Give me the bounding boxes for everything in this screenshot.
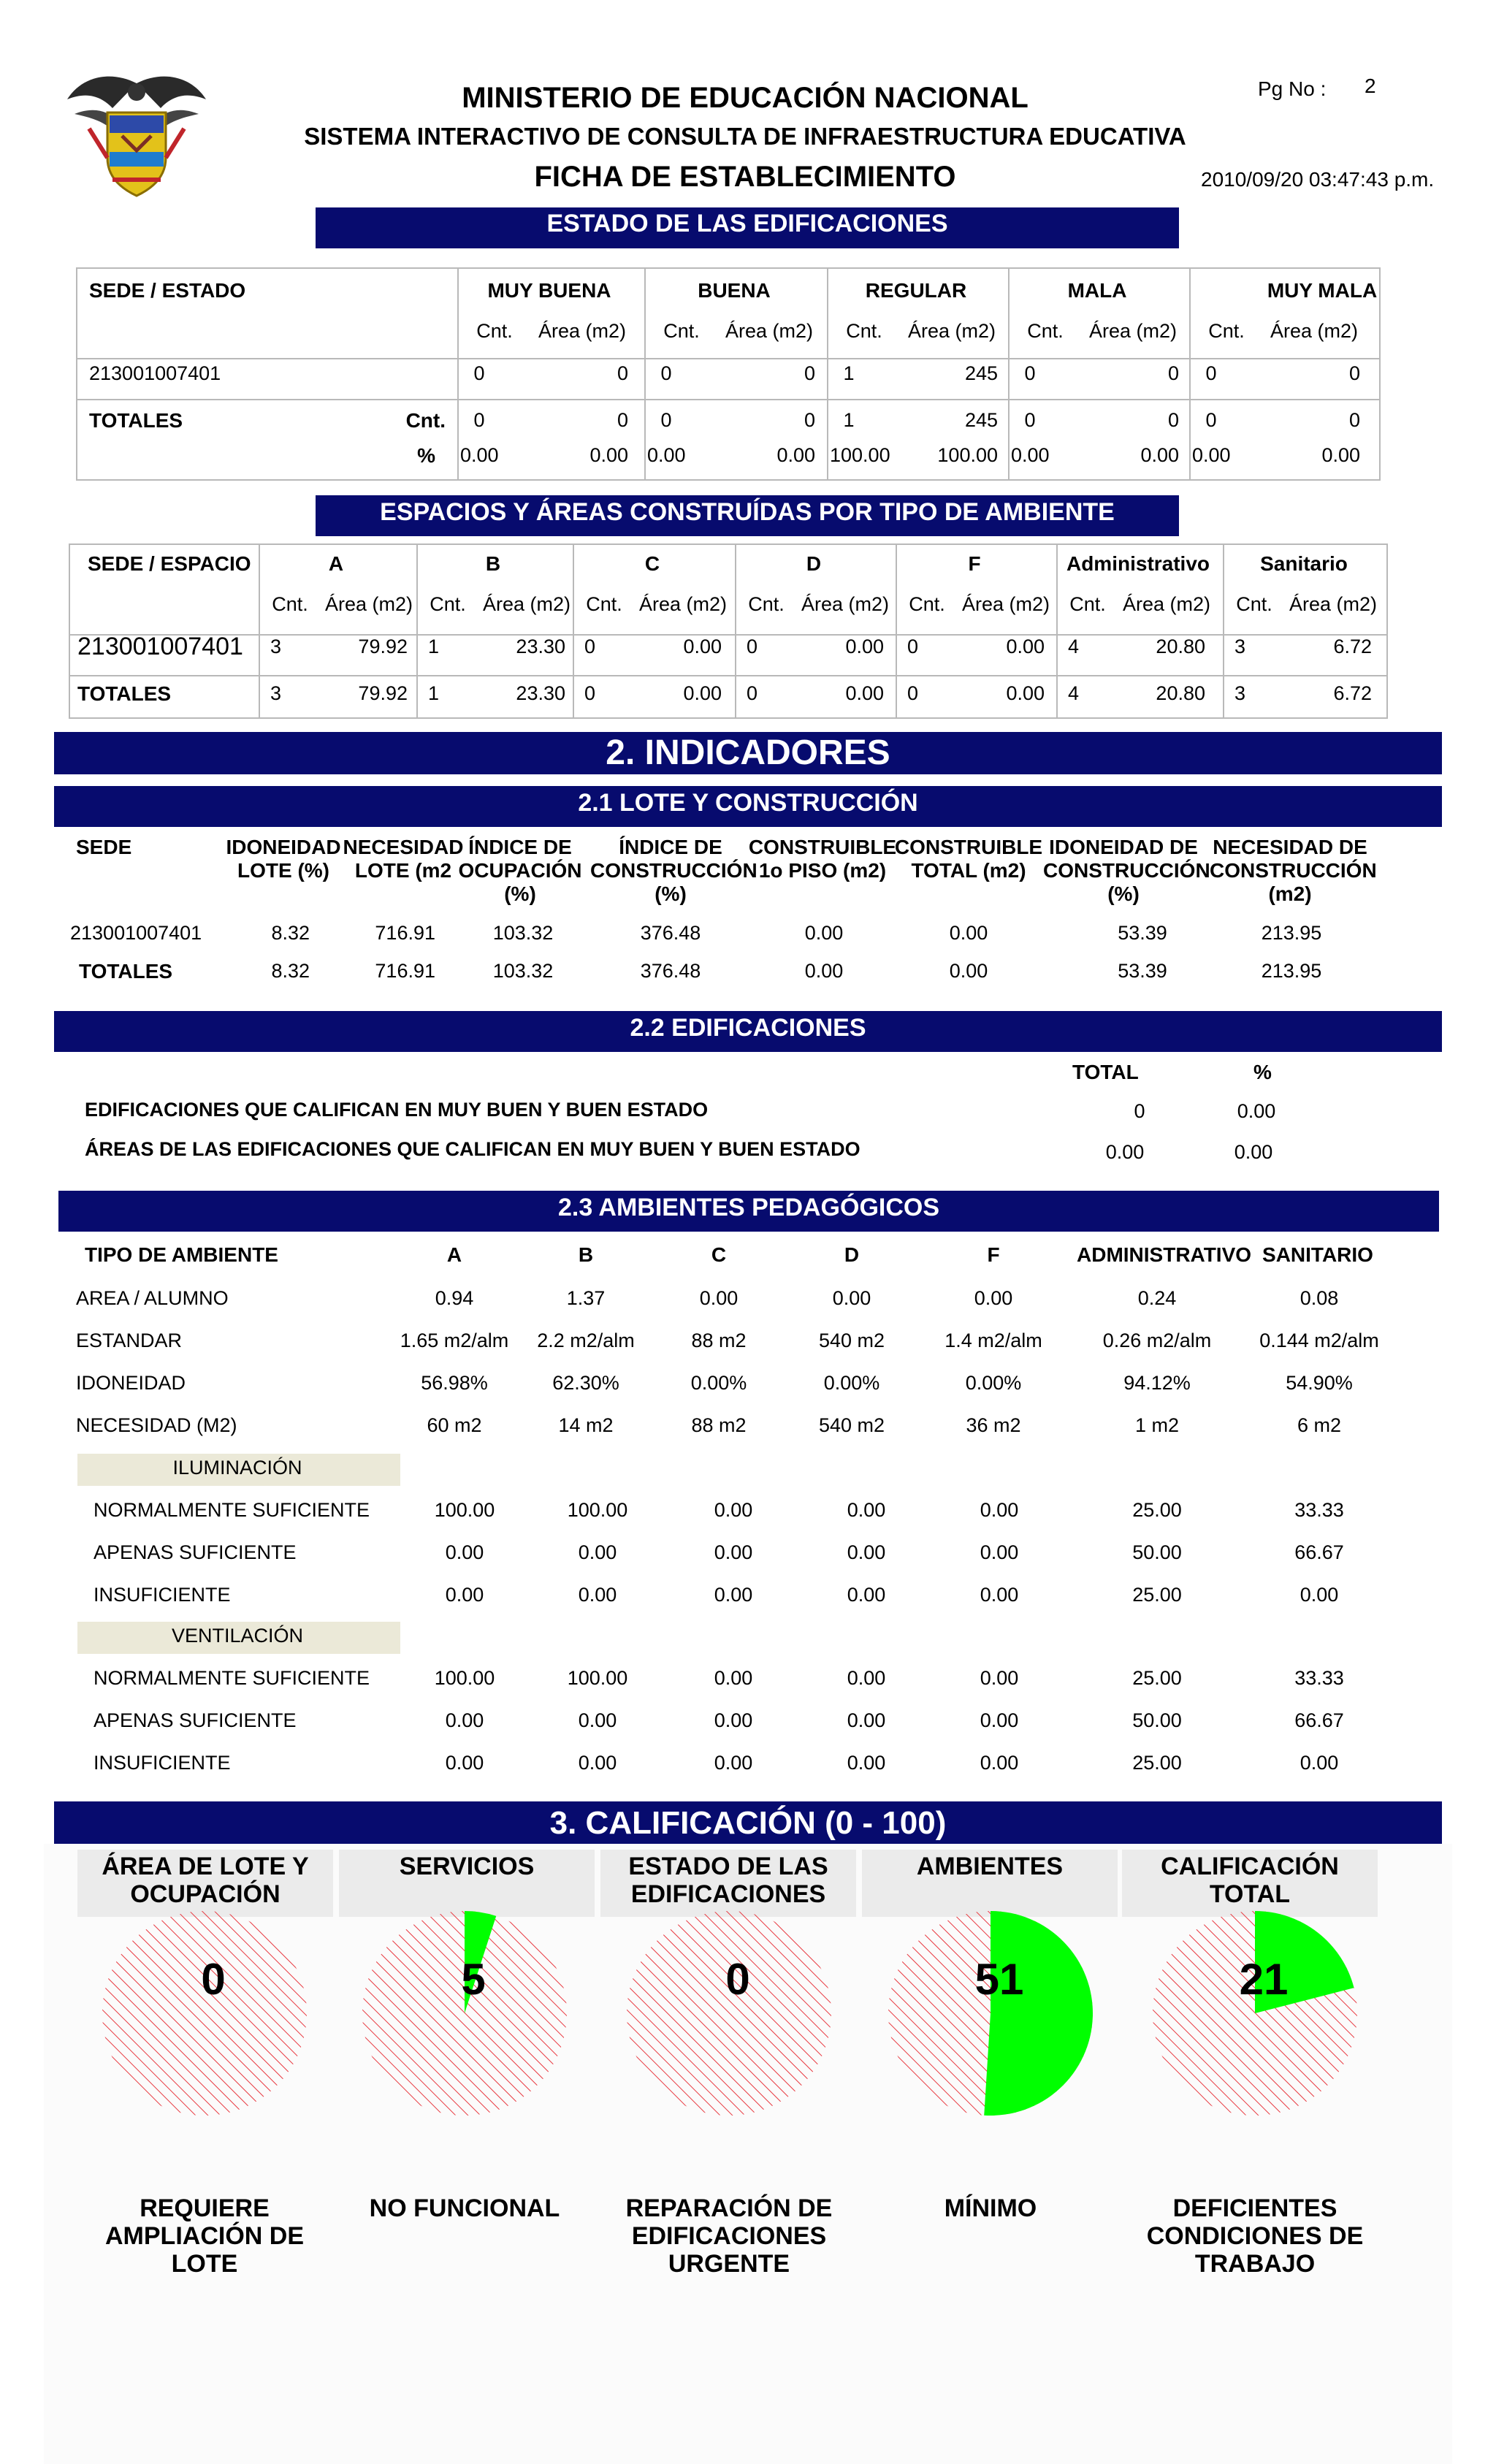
calif-pie-label: 5 (461, 1955, 486, 2004)
espacios-sede-area: 79.92 (358, 636, 408, 657)
estado-area-header: Área (m2) (1270, 320, 1359, 342)
estado-pct-area: 0.00 (589, 444, 628, 466)
iluminacion-row-val: 0.00 (714, 1541, 753, 1563)
ambientes-col-header: D (844, 1243, 860, 1266)
lote-col-header: IDONEIDAD DE (1049, 836, 1198, 858)
calif-pie (88, 1896, 321, 2130)
estado-cnt-header: Cnt. (1027, 320, 1064, 342)
estado-pct-area: 100.00 (937, 444, 998, 466)
report-datetime: 2010/09/20 03:47:43 p.m. (1201, 168, 1435, 191)
espacios-sede-cnt: 4 (1068, 636, 1080, 657)
estado-pct-area: 0.00 (1140, 444, 1179, 466)
ambientes-row-val: 60 m2 (427, 1414, 482, 1436)
espacios-area-header: Área (m2) (1122, 593, 1211, 615)
calif-footer-line: NO FUNCIONAL (369, 2194, 560, 2222)
espacios-cnt-header: Cnt. (586, 593, 622, 615)
estado-group-header: REGULAR (865, 279, 967, 302)
espacios-tot-cnt: 3 (1234, 682, 1246, 704)
calif-header-line: CALIFICACIÓN (1161, 1853, 1339, 1880)
ambientes-col-header: B (578, 1243, 594, 1266)
ventilacion-row-val: 0.00 (578, 1709, 617, 1731)
estado-area-header: Área (m2) (725, 320, 814, 342)
iluminacion-title: ILUMINACIÓN (172, 1457, 302, 1479)
estado-cnt-header: Cnt. (476, 320, 513, 342)
estado-pct-label: % (417, 444, 435, 467)
espacios-sede-area: 23.30 (516, 636, 565, 657)
ventilacion-row-val: 25.00 (1132, 1667, 1182, 1689)
ambientes-row-label: AREA / ALUMNO (76, 1287, 229, 1309)
ventilacion-row-label: NORMALMENTE SUFICIENTE (94, 1667, 370, 1689)
espacios-sede-cnt: 1 (428, 636, 440, 657)
lote-tot-val: 376.48 (640, 960, 701, 982)
edificaciones-col-pct: % (1253, 1061, 1272, 1083)
ambientes-row-val: 1.65 m2/alm (400, 1330, 509, 1351)
calif-footer-line: TRABAJO (1194, 2250, 1316, 2278)
lote-sede-val: 103.32 (492, 922, 554, 944)
espacios-area-header: Área (m2) (961, 593, 1050, 615)
espacios-sede-cnt: 0 (747, 636, 758, 657)
lote-col-header: (%) (654, 882, 687, 905)
ventilacion-row-val: 100.00 (434, 1667, 495, 1689)
iluminacion-row-val: 0.00 (847, 1584, 886, 1606)
ambientes-row-val: 0.00 (699, 1287, 739, 1309)
espacios-tot-area: 6.72 (1333, 682, 1372, 704)
espacios-area-header: Área (m2) (482, 593, 571, 615)
lote-col-header: 1o PISO (m2) (758, 859, 887, 882)
calif-pie-remainder (627, 1911, 831, 2116)
iluminacion-row-val: 0.00 (445, 1541, 484, 1563)
estado-totales: TOTALES (89, 409, 183, 432)
estado-pct-cnt: 100.00 (830, 444, 890, 466)
calif-footer-line: REPARACIÓN DE (625, 2194, 833, 2222)
ambientes-row-val: 1 m2 (1134, 1414, 1180, 1436)
lote-col-header: CONSTRUCCIÓN (590, 859, 757, 882)
calif-pie-label: 0 (725, 1955, 750, 2004)
calif-footer-line: DEFICIENTES (1172, 2194, 1337, 2222)
ambientes-row-val: 1.4 m2/alm (944, 1330, 1042, 1351)
espacios-sede-cnt: 3 (1234, 636, 1246, 657)
ambientes-row-val: 0.00% (965, 1372, 1022, 1394)
espacios-area-header: Área (m2) (1289, 593, 1378, 615)
system-subtitle: SISTEMA INTERACTIVO DE CONSULTA DE INFRAESTRUCTURA EDUCATIVA (304, 123, 1186, 150)
lote-sede-val: 53.39 (1118, 922, 1167, 944)
ambientes-row-val: 0.00% (690, 1372, 747, 1394)
estado-cnt-label: Cnt. (405, 409, 446, 432)
iluminacion-row-val: 0.00 (578, 1541, 617, 1563)
ambientes-row-label: ESTANDAR (76, 1330, 183, 1351)
ventilacion-row-val: 25.00 (1132, 1752, 1182, 1774)
estado-sede-area: 0 (1167, 362, 1179, 384)
edificaciones-row-total: 0 (1134, 1100, 1145, 1122)
iluminacion-row-val: 0.00 (980, 1584, 1019, 1606)
espacios-tot-area: 0.00 (683, 682, 722, 704)
lote-sede-val: 213.95 (1261, 922, 1322, 944)
estado-tot-cnt: 0 (1024, 409, 1036, 431)
iluminacion-row-val: 25.00 (1132, 1584, 1182, 1606)
calif-footer-line: MÍNIMO (944, 2194, 1037, 2222)
estado-cnt-header: Cnt. (846, 320, 882, 342)
iluminacion-row-label: APENAS SUFICIENTE (94, 1541, 297, 1563)
ventilacion-row-val: 0.00 (980, 1752, 1019, 1774)
iluminacion-row-val: 0.00 (714, 1584, 753, 1606)
calif-header-line: ESTADO DE LAS (628, 1853, 828, 1880)
lote-sede-val: 376.48 (640, 922, 701, 944)
edificaciones-col-total: TOTAL (1072, 1061, 1139, 1083)
ambientes-row-label: NECESIDAD (M2) (76, 1414, 237, 1436)
estado-pct-cnt: 0.00 (460, 444, 499, 466)
lote-tot-val: 213.95 (1261, 960, 1322, 982)
calif-footer (66, 2194, 343, 2278)
calif-header-line: TOTAL (1209, 1880, 1291, 1908)
calif-header-line: ÁREA DE LOTE Y (102, 1853, 309, 1880)
estado-group-header: BUENA (698, 279, 771, 302)
estado-bar: ESTADO DE LAS EDIFICACIONES (316, 207, 1179, 248)
iluminacion-row-val: 25.00 (1132, 1499, 1182, 1521)
ventilacion-row-val: 100.00 (567, 1667, 628, 1689)
espacios-tot-area: 0.00 (1006, 682, 1045, 704)
lote-col-header: TOTAL (m2) (911, 859, 1026, 882)
estado-sede-cnt: 1 (843, 362, 855, 384)
calif-header-line: EDIFICACIONES (630, 1880, 826, 1908)
espacios-area-header: Área (m2) (324, 593, 413, 615)
iluminacion-row-val: 0.00 (578, 1584, 617, 1606)
estado-cnt-header: Cnt. (663, 320, 700, 342)
lote-bar: 2.1 LOTE Y CONSTRUCCIÓN (54, 786, 1442, 827)
calif-header-line: SERVICIOS (399, 1853, 535, 1880)
ambientes-row-val: 88 m2 (691, 1330, 747, 1351)
ambientes-row-val: 0.00 (832, 1287, 871, 1309)
lote-sede-val: 8.32 (271, 922, 310, 944)
ventilacion-row-val: 50.00 (1132, 1709, 1182, 1731)
calif-footer (326, 2194, 603, 2222)
estado-col-sede: SEDE / ESTADO (89, 279, 246, 302)
calif-pie-label: 21 (1239, 1955, 1289, 2004)
espacios-sede-cnt: 0 (584, 636, 596, 657)
espacios-sede-id: 213001007401 (77, 633, 243, 660)
espacios-tot-area: 23.30 (516, 682, 565, 704)
calif-footer (590, 2194, 868, 2278)
lote-tot-val: 0.00 (949, 960, 988, 982)
espacios-sede-area: 0.00 (683, 636, 722, 657)
iluminacion-row-val: 0.00 (980, 1499, 1019, 1521)
estado-sede-area: 0 (617, 362, 628, 384)
espacios-tot-area: 79.92 (358, 682, 408, 704)
espacios-cnt-header: Cnt. (1236, 593, 1272, 615)
ambientes-col-header: A (446, 1243, 462, 1266)
lote-totales: TOTALES (79, 960, 173, 983)
espacios-group-header: B (485, 552, 501, 575)
calif-footer-line: AMPLIACIÓN DE (105, 2222, 304, 2250)
lote-col-header: (m2) (1268, 882, 1312, 905)
lote-col-header: CONSTRUIBLE (894, 836, 1043, 858)
lote-col-header: (%) (504, 882, 536, 905)
ventilacion-row-val: 0.00 (445, 1752, 484, 1774)
estado-area-header: Área (m2) (1088, 320, 1178, 342)
ventilacion-row-val: 0.00 (578, 1752, 617, 1774)
calif-pie (348, 1896, 581, 2130)
ambientes-row-label: IDONEIDAD (76, 1372, 186, 1394)
iluminacion-row-val: 100.00 (567, 1499, 628, 1521)
estado-tot-cnt: 0 (473, 409, 485, 431)
ventilacion-row-val: 33.33 (1294, 1667, 1344, 1689)
lote-col-header: ÍNDICE DE (468, 836, 572, 858)
ventilacion-row-val: 0.00 (980, 1709, 1019, 1731)
espacios-tot-area: 20.80 (1156, 682, 1205, 704)
iluminacion-row-val: 0.00 (714, 1499, 753, 1521)
estado-tot-area: 0 (804, 409, 815, 431)
lote-tot-val: 0.00 (804, 960, 844, 982)
calif-header-line: OCUPACIÓN (130, 1880, 280, 1908)
ambientes-row-val: 94.12% (1123, 1372, 1191, 1394)
ambientes-row-val: 0.94 (435, 1287, 474, 1309)
ventilacion-row-val: 0.00 (980, 1667, 1019, 1689)
ventilacion-row-val: 0.00 (714, 1667, 753, 1689)
espacios-group-header: Sanitario (1260, 552, 1348, 575)
espacios-group-header: F (968, 552, 981, 575)
estado-group-header: MUY BUENA (487, 279, 611, 302)
page-label: Pg No : (1258, 77, 1327, 100)
calif-pie-label: 0 (201, 1955, 226, 2004)
estado-cnt-header: Cnt. (1208, 320, 1245, 342)
ventilacion-row-val: 0.00 (847, 1709, 886, 1731)
ambientes-row-val: 14 m2 (558, 1414, 614, 1436)
lote-col-header: IDONEIDAD (226, 836, 341, 858)
estado-group-header: MALA (1067, 279, 1127, 302)
ambientes-col-tipo: TIPO DE AMBIENTE (85, 1243, 278, 1266)
lote-col-header: NECESIDAD (343, 836, 464, 858)
ambientes-row-val: 540 m2 (818, 1330, 885, 1351)
espacios-group-header: Administrativo (1066, 552, 1210, 575)
iluminacion-row-val: 0.00 (445, 1584, 484, 1606)
ambientes-col-header: SANITARIO (1262, 1243, 1373, 1266)
espacios-area-header: Área (m2) (801, 593, 890, 615)
lote-sede-val: 0.00 (804, 922, 844, 944)
ventilacion-row-val: 0.00 (445, 1709, 484, 1731)
ambientes-row-val: 0.08 (1300, 1287, 1339, 1309)
espacios-tot-cnt: 3 (270, 682, 282, 704)
espacios-tot-cnt: 1 (428, 682, 440, 704)
page-number: 2 (1365, 75, 1376, 97)
iluminacion-row-val: 66.67 (1294, 1541, 1344, 1563)
espacios-group-header: D (806, 552, 822, 575)
estado-pct-area: 0.00 (776, 444, 815, 466)
lote-col-header: ÍNDICE DE (619, 836, 722, 858)
ambientes-row-val: 0.26 m2/alm (1102, 1330, 1212, 1351)
estado-pct-cnt: 0.00 (1011, 444, 1050, 466)
lote-col-header: CONSTRUIBLE (748, 836, 897, 858)
ambientes-row-val: 54.90% (1286, 1372, 1353, 1394)
estado-sede-id: 213001007401 (89, 362, 221, 384)
estado-pct-cnt: 0.00 (1192, 444, 1231, 466)
iluminacion-row-label: INSUFICIENTE (94, 1584, 231, 1606)
estado-area-header: Área (m2) (907, 320, 996, 342)
ambientes-row-val: 1.37 (566, 1287, 606, 1309)
ministry-title: MINISTERIO DE EDUCACIÓN NACIONAL (462, 82, 1028, 114)
estado-tot-cnt: 1 (843, 409, 855, 431)
calif-pie (612, 1896, 846, 2130)
ambientes-row-val: 0.144 m2/alm (1259, 1330, 1379, 1351)
calif-footer-line: CONDICIONES DE (1146, 2222, 1364, 2250)
espacios-group-header: A (328, 552, 344, 575)
calif-footer-line: LOTE (171, 2250, 238, 2278)
espacios-tot-cnt: 4 (1068, 682, 1080, 704)
lote-col-header: LOTE (m2 (354, 859, 452, 882)
ambientes-row-val: 2.2 m2/alm (537, 1330, 635, 1351)
lote-col-header: CONSTRUCCIÓN (1210, 859, 1377, 882)
doc-title: FICHA DE ESTABLECIMIENTO (534, 161, 956, 193)
ambientes-row-val: 36 m2 (966, 1414, 1021, 1436)
espacios-sede-area: 0.00 (1006, 636, 1045, 657)
lote-col-header: (%) (1107, 882, 1140, 905)
ambientes-row-val: 6 m2 (1297, 1414, 1342, 1436)
espacios-cnt-header: Cnt. (748, 593, 785, 615)
calif-footer (1116, 2194, 1394, 2278)
ventilacion-title: VENTILACIÓN (171, 1625, 304, 1647)
espacios-group-header: C (644, 552, 660, 575)
espacios-cnt-header: Cnt. (430, 593, 466, 615)
calif-footer-line: EDIFICACIONES (631, 2222, 827, 2250)
espacios-bar: ESPACIOS Y ÁREAS CONSTRUÍDAS POR TIPO DE AMBIENTE (316, 495, 1179, 536)
iluminacion-row-val: 100.00 (434, 1499, 495, 1521)
ambientes-row-val: 540 m2 (818, 1414, 885, 1436)
calif-pie-slice (984, 1911, 1093, 2116)
indicadores-bar: 2. INDICADORES (54, 732, 1442, 774)
ambientes-row-val: 56.98% (421, 1372, 488, 1394)
lote-col-header: CONSTRUCCIÓN (1043, 859, 1210, 882)
calificacion-bar: 3. CALIFICACIÓN (0 - 100) (54, 1801, 1442, 1844)
estado-sede-cnt: 0 (1205, 362, 1217, 384)
edificaciones-row-label: ÁREAS DE LAS EDIFICACIONES QUE CALIFICAN EN MUY BUEN Y BUEN ESTADO (85, 1138, 860, 1160)
ambientes-bar: 2.3 AMBIENTES PEDAGÓGICOS (58, 1191, 1439, 1232)
estado-sede-area: 245 (964, 362, 998, 384)
iluminacion-row-val: 0.00 (1300, 1584, 1339, 1606)
iluminacion-row-val: 0.00 (847, 1541, 886, 1563)
calif-pie-remainder (102, 1911, 307, 2116)
espacios-sede-cnt: 3 (270, 636, 282, 657)
edificaciones-row-pct: 0.00 (1237, 1100, 1276, 1122)
estado-tot-cnt: 0 (660, 409, 672, 431)
ventilacion-row-val: 0.00 (1300, 1752, 1339, 1774)
ventilacion-row-val: 0.00 (714, 1709, 753, 1731)
edificaciones-row-label: EDIFICACIONES QUE CALIFICAN EN MUY BUEN Y BUEN ESTADO (85, 1099, 709, 1121)
ambientes-row-val: 62.30% (552, 1372, 619, 1394)
estado-tot-area: 0 (1167, 409, 1179, 431)
calif-footer-line: REQUIERE (140, 2194, 270, 2222)
estado-group-header: MUY MALA (1267, 279, 1378, 302)
espacios-sede-cnt: 0 (907, 636, 919, 657)
calif-pie-label: 51 (974, 1955, 1024, 2004)
iluminacion-row-val: 33.33 (1294, 1499, 1344, 1521)
estado-sede-cnt: 0 (1024, 362, 1036, 384)
calif-footer-line: URGENTE (668, 2250, 790, 2278)
espacios-cnt-header: Cnt. (909, 593, 945, 615)
espacios-tot-area: 0.00 (845, 682, 884, 704)
estado-pct-cnt: 0.00 (647, 444, 686, 466)
espacios-sede-area: 20.80 (1156, 636, 1205, 657)
ambientes-row-val: 88 m2 (691, 1414, 747, 1436)
estado-sede-area: 0 (804, 362, 815, 384)
espacios-sede-area: 0.00 (845, 636, 884, 657)
lote-col-header: LOTE (%) (237, 859, 329, 882)
ventilacion-row-val: 0.00 (714, 1752, 753, 1774)
lote-sede-id: 213001007401 (70, 922, 202, 944)
edificaciones-bar: 2.2 EDIFICACIONES (54, 1011, 1442, 1052)
edificaciones-row-total: 0.00 (1105, 1141, 1145, 1163)
espacios-tot-cnt: 0 (584, 682, 596, 704)
lote-col-sede: SEDE (76, 836, 132, 858)
ambientes-row-val: 0.00% (823, 1372, 880, 1394)
estado-tot-area: 245 (964, 409, 998, 431)
lote-sede-val: 0.00 (949, 922, 988, 944)
lote-tot-val: 53.39 (1118, 960, 1167, 982)
ambientes-row-val: 0.00 (974, 1287, 1013, 1309)
estado-area-header: Área (m2) (538, 320, 627, 342)
calif-pie (874, 1896, 1107, 2130)
espacios-cnt-header: Cnt. (272, 593, 308, 615)
ambientes-col-header: C (711, 1243, 727, 1266)
calif-footer (852, 2194, 1129, 2222)
crest-icon (67, 70, 206, 198)
iluminacion-row-val: 0.00 (847, 1499, 886, 1521)
espacios-tot-cnt: 0 (907, 682, 919, 704)
ambientes-col-header: F (987, 1243, 1000, 1266)
lote-sede-val: 716.91 (375, 922, 435, 944)
lote-tot-val: 8.32 (271, 960, 310, 982)
ventilacion-row-val: 66.67 (1294, 1709, 1344, 1731)
iluminacion-row-label: NORMALMENTE SUFICIENTE (94, 1499, 370, 1521)
estado-pct-area: 0.00 (1321, 444, 1360, 466)
espacios-tot-cnt: 0 (747, 682, 758, 704)
ambientes-row-val: 0.24 (1137, 1287, 1177, 1309)
lote-col-header: OCUPACIÓN (458, 859, 582, 882)
espacios-cnt-header: Cnt. (1069, 593, 1106, 615)
espacios-col-sede: SEDE / ESPACIO (88, 552, 251, 575)
calif-header-line: AMBIENTES (916, 1853, 1064, 1880)
lote-col-header: NECESIDAD DE (1213, 836, 1367, 858)
estado-sede-cnt: 0 (473, 362, 485, 384)
ventilacion-row-val: 0.00 (847, 1667, 886, 1689)
estado-tot-cnt: 0 (1205, 409, 1217, 431)
ambientes-col-header: ADMINISTRATIVO (1077, 1243, 1252, 1266)
iluminacion-row-val: 0.00 (980, 1541, 1019, 1563)
lote-tot-val: 716.91 (375, 960, 435, 982)
espacios-totales: TOTALES (77, 682, 172, 705)
estado-sede-cnt: 0 (660, 362, 672, 384)
ventilacion-row-val: 0.00 (847, 1752, 886, 1774)
edificaciones-row-pct: 0.00 (1234, 1141, 1273, 1163)
espacios-area-header: Área (m2) (638, 593, 728, 615)
estado-tot-area: 0 (1348, 409, 1360, 431)
espacios-sede-area: 6.72 (1333, 636, 1372, 657)
lote-tot-val: 103.32 (492, 960, 554, 982)
estado-sede-area: 0 (1348, 362, 1360, 384)
calif-pie (1138, 1896, 1372, 2130)
ventilacion-row-label: APENAS SUFICIENTE (94, 1709, 297, 1731)
estado-tot-area: 0 (617, 409, 628, 431)
iluminacion-row-val: 50.00 (1132, 1541, 1182, 1563)
ventilacion-row-label: INSUFICIENTE (94, 1752, 231, 1774)
